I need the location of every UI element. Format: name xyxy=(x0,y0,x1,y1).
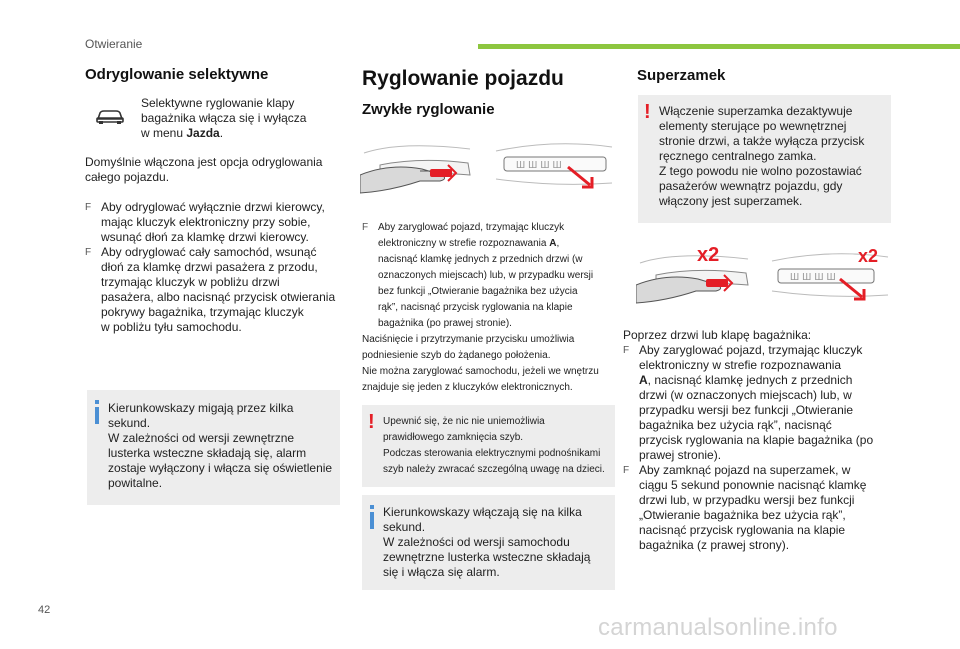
unlock-bullets xyxy=(85,200,360,335)
list-item: F Aby odryglować wyłącznie drzwi kierowcy, mając kluczyk elektroniczny przy sobie, wsunąć dłoń za klamkę drzwi kierowcy. xyxy=(85,200,325,244)
list-item: F Aby zaryglować pojazd, trzymając kluczyk elektroniczny w strefie rozpoznawania A, nacisnąć klamkę jednych z przednich drzwi (w oznaczonych miejscach) lub, w przypadku wersji bez funkcji „Otwieranie bagażnika bez użycia rąk”, nacisnąć przycisk ryglowania na klapie bagażnika (po prawej stronie). xyxy=(623,343,874,462)
warning-box xyxy=(638,95,891,223)
bullet-icon: F xyxy=(85,247,92,258)
warning-text: Włączenie superzamka dezaktywuje elementy sterujące po wewnętrznej stronie drzwi, a także wyłącza przycisk ręcznego centralnego zamka. Z tego powodu nie wolno pozostawiać pasażerów wewnątrz pojazdu, gdy włączony jest superzamek. xyxy=(659,104,865,208)
deadlock-heading: Superzamek xyxy=(637,67,726,84)
svg-text:ШШШШ: ШШШШ xyxy=(790,272,839,283)
warning-box xyxy=(362,405,615,487)
warning-icon: ! xyxy=(368,411,375,433)
list-item: F Aby zamknąć pojazd na superzamek, w ciągu 5 sekund ponownie nacisnąć klamkę drzwi lub, w przypadku wersji bez funkcji „Otwieranie bagażnika bez użycia rąk”, nacisnąć przycisk ryglowania na klapie bagażnika (z prawej strony). xyxy=(623,463,867,552)
locking-instructions: F Aby zaryglować pojazd, trzymając kluczyk elektroniczny w strefie rozpoznawania A, nacisnąć klamkę jednych z przednich drzwi (w oznaczonych miejscach) lub, w przypadku wersji bez funkcji „Otwieranie bagażnika bez użycia rąk”, nacisnąć przycisk ryglowania na klapie bagażnika (po prawej stronie). Naciśnięcie i przytrzymanie przycisku umożliwia podniesienie szyb do żądanego położenia. Nie można zaryglować samochodu, jeżeli we wnętrzu znajduje się jeden z kluczyków elektronicznych. xyxy=(362,220,624,396)
list-item: F Aby zaryglować pojazd, trzymając kluczyk elektroniczny w strefie rozpoznawania A, nacisnąć klamkę jednych z przednich drzwi (w oznaczonych miejscach) lub, w przypadku wersji bez funkcji „Otwieranie bagażnika bez użycia rąk”, nacisnąć przycisk ryglowania na klapie bagażnika (po prawej stronie). xyxy=(362,222,594,329)
door-handle-illustration xyxy=(360,135,488,207)
double-press-label: x2 xyxy=(858,246,879,266)
default-unlock-text: Domyślnie włączona jest opcja odryglowania całego pojazdu. xyxy=(85,155,323,184)
watermark: carmanualsonline.info xyxy=(598,614,838,641)
info-box xyxy=(87,390,340,505)
bullet-icon: F xyxy=(85,202,92,213)
normal-locking-subheading: Zwykłe ryglowanie xyxy=(362,101,495,118)
section-accent-bar xyxy=(478,44,960,49)
warning-text: Upewnić się, że nic nie uniemożliwia prawidłowego zamknięcia szyb. Podczas sterowania elektrycznymi podnośnikami szyb należy zwracać szczególną uwagę na dzieci. xyxy=(383,416,605,475)
info-icon xyxy=(370,505,374,529)
svg-text:ШШШШ: ШШШШ xyxy=(516,160,565,171)
selective-unlock-heading: Odryglowanie selektywne xyxy=(85,66,269,83)
page-number: 42 xyxy=(38,604,51,616)
tailgate-button-illustration xyxy=(494,135,614,207)
deadlock-instructions: Poprzez drzwi lub klapę bagażnika: F Aby zaryglować pojazd, trzymając kluczyk elektroniczny w strefie rozpoznawania A, nacisnąć klamkę jednych z przednich drzwi (w oznaczonych miejscach) lub, w przypadku wersji bez funkcji „Otwieranie bagażnika bez użycia rąk”, nacisnąć przycisk ryglowania na klapie bagażnika (po prawej stronie). F Aby zamknąć pojazd na superzamek, w ciągu 5 sekund ponownie nacisnąć klamkę drzwi lub, w przypadku wersji bez funkcji „Otwieranie bagażnika bez użycia rąk”, nacisnąć przycisk ryglowania na klapie bagażnika (z prawej strony). xyxy=(623,328,895,553)
selective-intro: Selektywne ryglowanie klapy bagażnika włącza się i wyłącza w menu Jazda. xyxy=(141,96,307,140)
bullet-icon: F xyxy=(623,345,630,356)
info-text: Kierunkowskazy włączają się na kilka sekund. W zależności od wersji samochodu zewnętrzne lusterka wsteczne składają się i włącza się alarm. xyxy=(383,505,591,579)
locking-heading: Ryglowanie pojazdu xyxy=(362,67,564,90)
info-icon xyxy=(95,400,99,424)
bullet-icon: F xyxy=(623,465,630,476)
car-icon xyxy=(95,107,125,125)
list-item: F Aby odryglować cały samochód, wsunąć dłoń za klamkę drzwi pasażera z przodu, trzymając kluczyk w pobliżu drzwi pasażera, albo nacisnąć przycisk otwierania pokrywy bagażnika, trzymając kluczyk w pobliżu tyłu samochodu. xyxy=(85,245,336,334)
bullet-icon: F xyxy=(362,222,369,233)
info-box xyxy=(362,495,615,590)
touch-zone-icon xyxy=(430,169,452,177)
warning-icon: ! xyxy=(644,101,651,123)
section-title: Otwieranie xyxy=(85,37,143,51)
info-text: Kierunkowskazy migają przez kilka sekund. W zależności od wersji zewnętrzne lusterka wsteczne składają się, alarm zostaje wyłączony i włącza się oświetlenie powitalne. xyxy=(108,401,333,490)
double-press-label: x2 xyxy=(697,244,720,266)
